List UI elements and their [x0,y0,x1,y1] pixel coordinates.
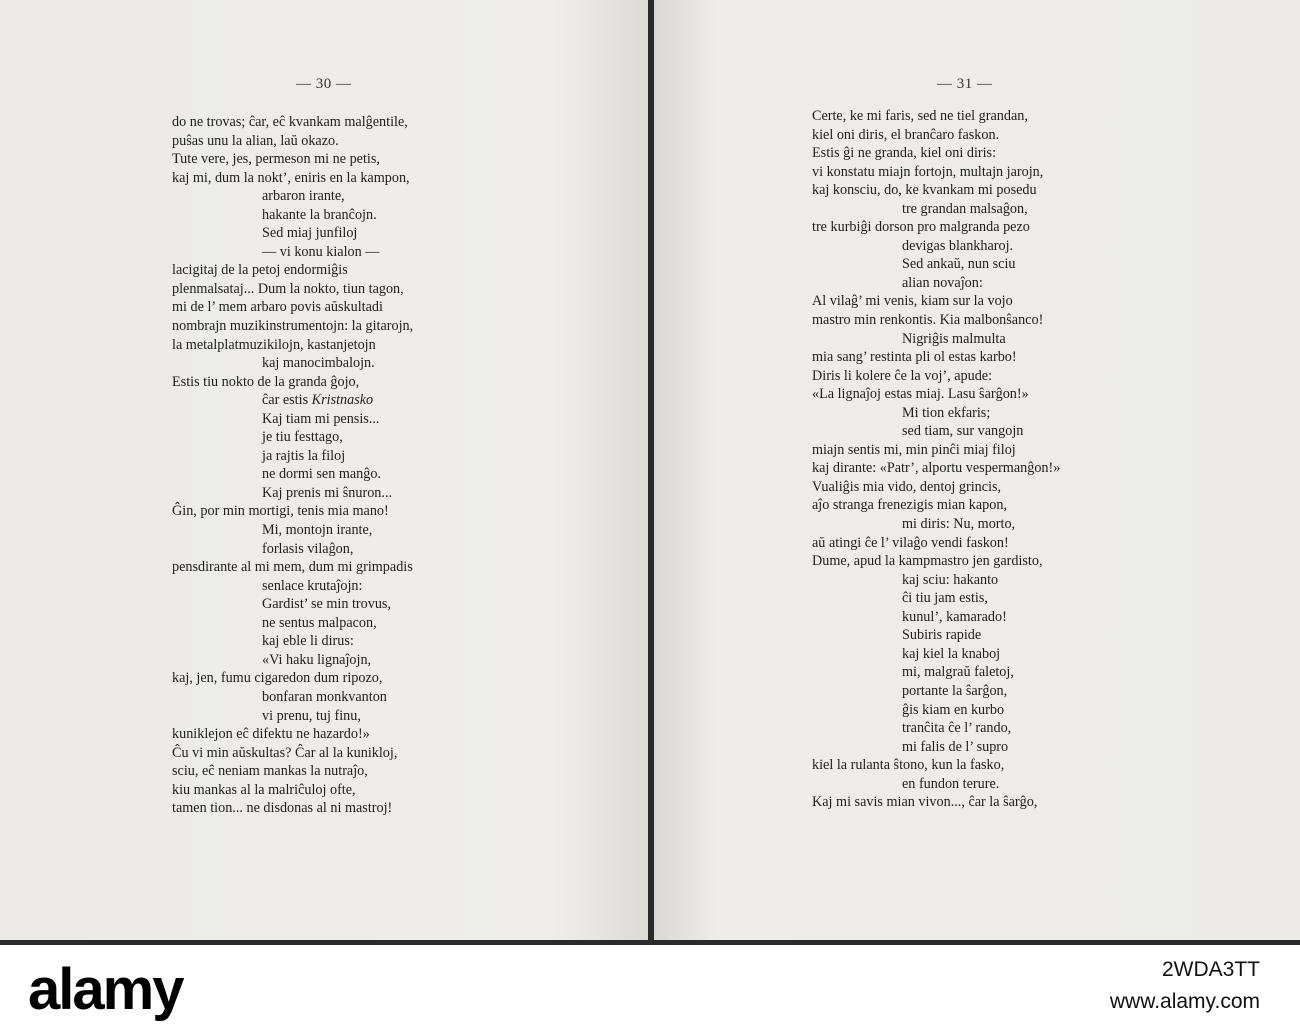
text-line: lacigitaj de la petoj endormiĝis [172,262,348,279]
text-line: pensdirante al mi mem, dum mi grimpadis [172,559,413,576]
text-line: kuniklejon eĉ difektu ne hazardo!» [172,726,370,743]
watermark-url: www.alamy.com [1109,990,1260,1013]
text-line: tre kurbiĝi dorson pro malgranda pezo [812,219,1030,236]
alamy-logo: alamy [28,957,183,1022]
text-line: hakante la branĉojn. [262,206,377,223]
image-id: 2WDA3TT [1161,958,1260,981]
text-line: forlasis vilaĝon, [262,540,354,557]
page-text [172,113,413,818]
text-line: kaj mi, dum la nokt’, eniris en la kampon, [172,169,410,186]
text-line: senlace krutaĵojn: [262,577,363,594]
text-line: mi falis de l’ supro [902,738,1009,755]
text-line: aŭ atingi ĉe l’ vilaĝo vendi faskon! [812,534,1009,551]
text-line: Ĝin, por min mortigi, tenis mia mano! [172,503,389,520]
text-line: tranĉita ĉe l’ rando, [902,720,1012,737]
text-line: mastro min renkontis. Kia malbonŝanco! [812,312,1044,329]
text-line: — vi konu kialon — [262,243,380,260]
page-text [812,107,1060,812]
text-line: Diris li kolere ĉe la voj’, apude: [812,367,993,384]
text-line: Estis ĝi ne granda, kiel oni diris: [812,145,997,162]
text-line: ne sentus malpacon, [262,614,377,631]
text-line: Kaj mi savis mian vivon..., ĉar la ŝarĝo, [812,794,1038,811]
text-line: Certe, ke mi faris, sed ne tiel grandan, [812,108,1028,124]
text-line: Kaj prenis mi ŝnuron... [262,484,393,501]
text-line: ĉi tiu jam estis, [902,590,988,607]
text-line: Mi tion ekfaris; [902,404,991,421]
right-page [654,0,1300,940]
text-line: kaj manocimbalojn. [262,355,375,372]
text-line: miajn sentis mi, min pinĉi miaj filoj [812,441,1016,458]
text-line: la metalplatmuzikilojn, kastanjetojn [172,336,376,353]
text-line: Al vilaĝ’ mi venis, kiam sur la vojo [812,293,1013,310]
text-line: ja rajtis la filoj [262,447,346,464]
page-number: — 30 — [296,76,352,92]
text-line: vi konstatu miajn fortojn, multajn jarojn, [812,163,1044,180]
text-line: portante la ŝarĝon, [902,682,1008,699]
text-line: kaj konsciu, do, ke kvankam mi posedu [812,182,1037,199]
page-number: — 31 — [937,76,993,92]
text-line: Ĉu vi min aŭskultas? Ĉar al la kunikloj, [172,744,398,761]
text-line: kaj eble li dirus: [262,633,354,650]
text-line: kaj sciu: hakanto [902,571,999,588]
text-line: mia sang’ restinta pli ol estas karbo! [812,349,1017,366]
text-line: Kaj tiam mi pensis... [262,410,380,427]
text-line: «La lignaĵoj estas miaj. Lasu ŝarĝon!» [812,386,1029,403]
text-line: Mi, montojn irante, [262,522,373,539]
text-line: Nigriĝis malmulta [902,330,1006,347]
text-line: plenmalsataj... Dum la nokto, tiun tagon, [172,280,404,297]
left-page [0,0,648,940]
text-line: Estis tiu nokto de la granda ĝojo, [172,373,360,390]
text-line: mi diris: Nu, morto, [902,516,1016,533]
text-line: sciu, eĉ neniam mankas la nutraĵo, [172,763,368,780]
text-line: Dume, apud la kampmastro jen gardisto, [812,553,1043,570]
text-line: kaj kiel la knaboj [902,645,1001,662]
text-line: ĝis kiam en kurbo [902,701,1005,718]
text-line: devigas blankharoj. [902,237,1014,254]
text-line: do ne trovas; ĉar, eĉ kvankam malĝentile, [172,114,408,130]
text-line: Vualiĝis mia vido, dentoj grincis, [812,478,1002,495]
text-line: Sed miaj junfiloj [262,225,358,242]
text-line: kiu mankas al la malriĉuloj ofte, [172,781,356,798]
text-line: kunul’, kamarado! [902,608,1007,625]
text-line: ĉar estis Kristnasko [262,392,374,409]
text-line: arbaron irante, [262,188,345,205]
text-line: kiel oni diris, el branĉaro faskon. [812,126,1000,143]
text-line: nombrajn muzikinstrumentojn: la gitarojn, [172,318,414,335]
text-line: «Vi haku lignaĵojn, [262,651,372,668]
text-line: sed tiam, sur vangojn [902,423,1024,440]
text-line: Gardist’ se min trovus, [262,596,391,613]
text-line: ne dormi sen manĝo. [262,466,381,483]
text-line: tamen tion... ne disdonas al ni mastroj! [172,800,393,817]
text-line: je tiu festtago, [262,429,343,446]
text-line: kiel la rulanta ŝtono, kun la fasko, [812,757,1005,774]
watermark-bar [0,945,1300,1029]
text-line: en fundon terure. [902,775,1000,792]
text-line: mi de l’ mem arbaro povis aŭskultadi [172,299,383,316]
text-line: alian novaĵon: [902,274,983,291]
text-line: Tute vere, jes, permeson mi ne petis, [172,151,380,168]
text-line: mi, malgraŭ faletoj, [902,664,1014,681]
text-line: vi prenu, tuj finu, [262,707,361,724]
text-line: Subiris rapide [902,627,982,644]
text-line: bonfaran monkvanton [262,688,387,705]
text-line: kaj, jen, fumu cigaredon dum ripozo, [172,670,383,687]
text-line: aĵo stranga frenezigis mian kapon, [812,497,1008,514]
text-line: tre grandan malsaĝon, [902,200,1028,217]
text-line: puŝas unu la alian, laŭ okazo. [172,132,339,149]
text-line: Sed ankaŭ, nun sciu [902,256,1016,273]
text-line: kaj dirante: «Patr’, alportu vespermanĝon!» [812,460,1061,477]
